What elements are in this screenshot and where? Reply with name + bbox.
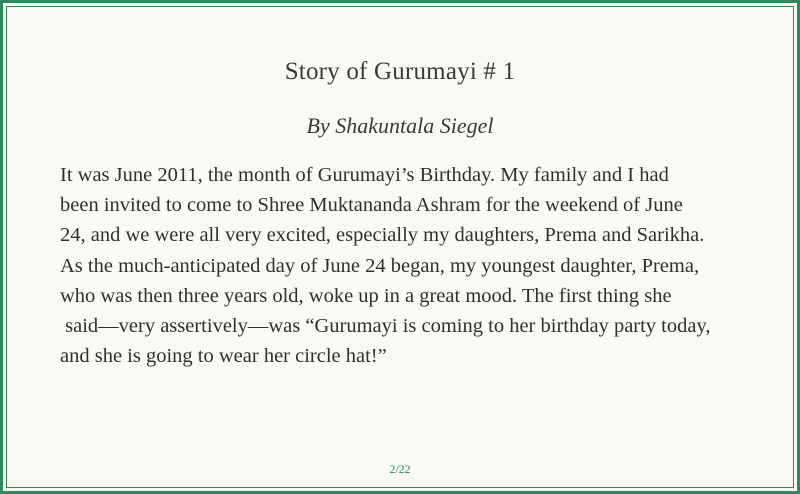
story-title: Story of Gurumayi # 1 <box>284 58 516 85</box>
body-line: said—very assertively—was “Gurumayi is coming to her birthday party today, <box>60 315 711 338</box>
author-byline: By Shakuntala Siegel <box>306 113 494 138</box>
body-line: It was June 2011, the month of Gurumayi’s Birthday. My family and I had <box>60 164 669 186</box>
story-body <box>60 160 750 371</box>
body-line: who was then three years old, woke up in a great mood. The first thing she <box>60 284 672 307</box>
body-line: As the much-anticipated day of June 24 began, my youngest daughter, Prema, <box>60 254 700 277</box>
body-line: 24, and we were all very excited, especially my daughters, Prema and Sarikha. <box>60 224 705 247</box>
body-line: and she is going to wear her circle hat!” <box>60 345 387 368</box>
page-number: 2/22 <box>389 462 411 476</box>
body-line: been invited to come to Shree Muktananda Ashram for the weekend of June <box>60 194 683 217</box>
